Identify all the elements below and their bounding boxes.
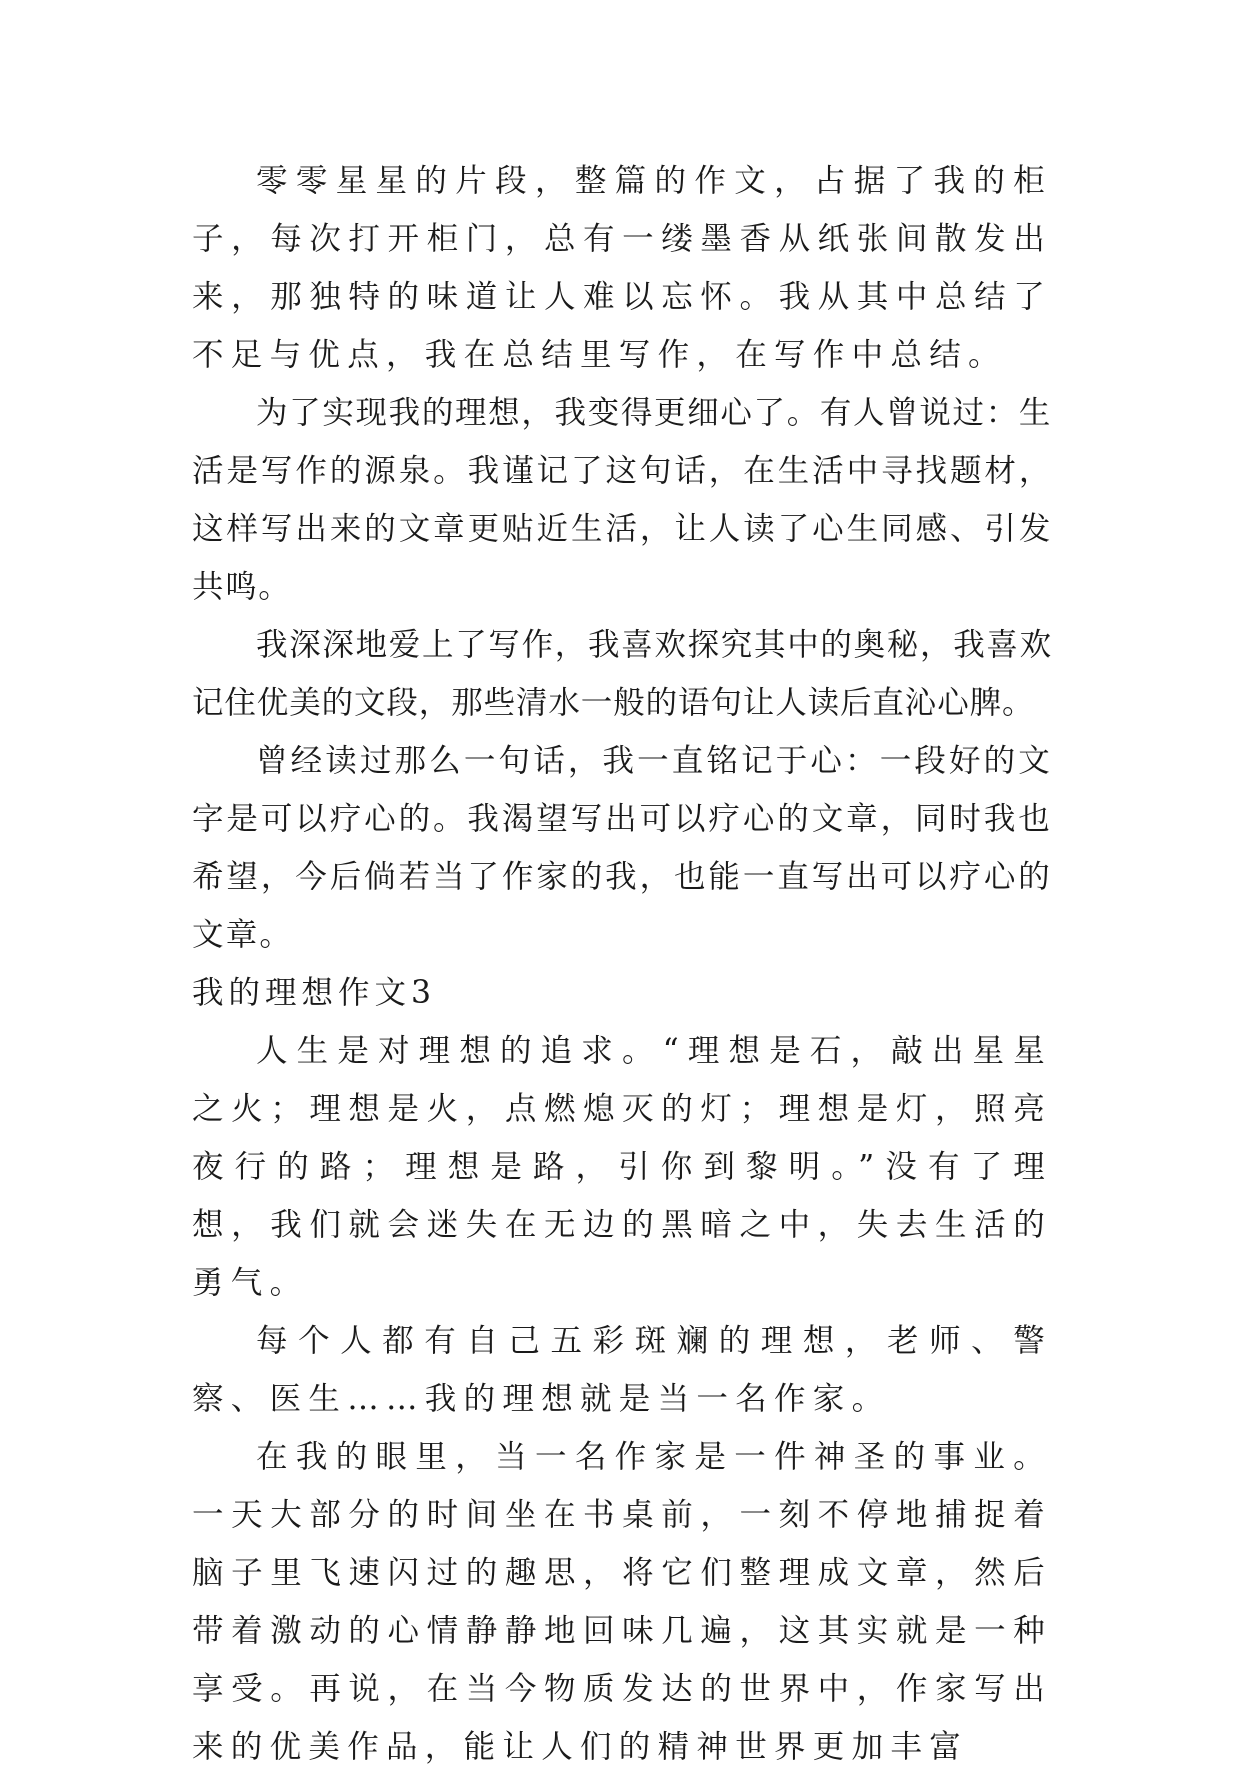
paragraph: 为了实现我的理想，我变得更细心了。有人曾说过：生活是写作的源泉。我谨记了这句话，在生活中寻找题材，这样写出来的文章更贴近生活，让人读了心生同感、引发共鸣。 (192, 395, 1052, 605)
paragraph: 曾经读过那么一句话，我一直铭记于心：一段好的文字是可以疗心的。我渴望写出可以疗心的文章，同时我也希望，今后倘若当了作家的我，也能一直写出可以疗心的文章。 (192, 743, 1052, 953)
paragraph: 人生是对理想的追求。“理想是石，敲出星星之火；理想是火，点燃熄灭的灯；理想是灯，照亮夜行的路；理想是路，引你到黎明。”没有了理想，我们就会迷失在无边的黑暗之中，失去生活的勇气。 (192, 1033, 1052, 1301)
paragraph: 在我的眼里，当一名作家是一件神圣的事业。一天大部分的时间坐在书桌前，一刻不停地捕捉着脑子里飞速闪过的趣思，将它们整理成文章，然后带着激动的心情静静地回味几遍，这其实就是一种享受。再说，在当今物质发达的世界中，作家写出来的优美作品，能让人们的精神世界更加丰富 (192, 1439, 1052, 1765)
paragraph: 零零星星的片段，整篇的作文，占据了我的柜子，每次打开柜门，总有一缕墨香从纸张间散发出来，那独特的味道让人难以忘怀。我从其中总结了不足与优点，我在总结里写作，在写作中总结。 (192, 163, 1052, 373)
essay-body (192, 152, 1052, 1776)
paragraph: 我深深地爱上了写作，我喜欢探究其中的奥秘，我喜欢记住优美的文段，那些清水一般的语句让人读后直沁心脾。 (192, 627, 1052, 721)
section-heading: 我的理想作文3 (192, 975, 437, 1011)
paragraph: 每个人都有自己五彩斑斓的理想，老师、警察、医生……我的理想就是当一名作家。 (192, 1323, 1052, 1417)
